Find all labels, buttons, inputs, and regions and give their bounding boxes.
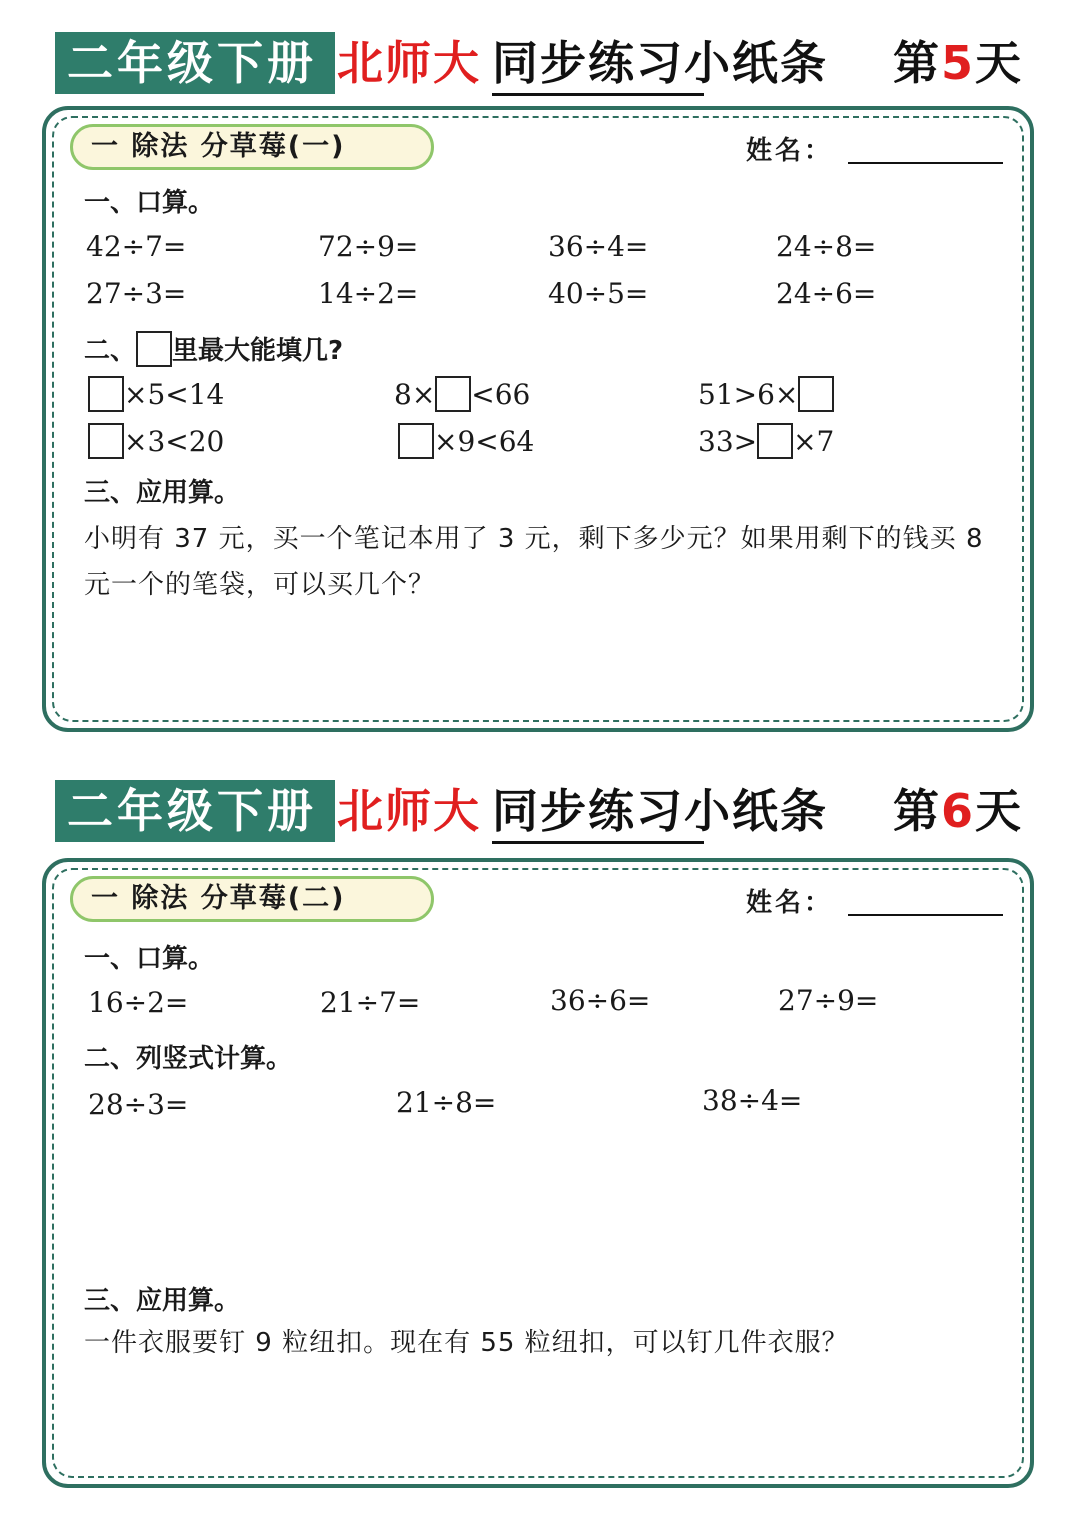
- oral-problem: 27÷3=: [86, 277, 187, 310]
- lesson-title: 一 除法 分草莓(一): [70, 124, 434, 170]
- vertical-problem: 38÷4=: [702, 1084, 803, 1117]
- oral-problem: 42÷7=: [86, 230, 187, 263]
- oral-problem: 36÷4=: [548, 230, 649, 263]
- vertical-problem: 28÷3=: [88, 1088, 189, 1121]
- day-suffix: 天: [975, 784, 1024, 838]
- name-input-line[interactable]: [848, 162, 1003, 164]
- oral-problem: 40÷5=: [548, 277, 649, 310]
- subtitle-underline: [492, 841, 704, 844]
- inequality: ×9<64: [398, 423, 534, 459]
- day-prefix: 第: [893, 784, 941, 838]
- oral-problem: 16÷2=: [88, 986, 189, 1019]
- answer-box[interactable]: [798, 376, 834, 412]
- answer-box[interactable]: [757, 423, 793, 459]
- oral-problem: 27÷9=: [778, 984, 879, 1017]
- publisher-label: 北师大: [337, 784, 481, 838]
- grade-badge: 二年级下册: [55, 32, 335, 94]
- day-number: 6: [941, 784, 976, 838]
- grade-badge: 二年级下册: [55, 780, 335, 842]
- inequality: ×3<20: [88, 423, 224, 459]
- section2-title: [84, 330, 343, 367]
- inequality: ×5<14: [88, 376, 224, 412]
- day-suffix: 天: [975, 36, 1024, 90]
- oral-problem: 21÷7=: [320, 986, 421, 1019]
- answer-box[interactable]: [88, 423, 124, 459]
- subtitle-underline: [492, 93, 704, 96]
- sheet2-card: [42, 858, 1034, 1488]
- section2-suffix: 里最大能填几?: [172, 336, 344, 366]
- publisher-label: 北师大: [337, 36, 481, 90]
- day-number: 5: [941, 36, 976, 90]
- name-label: 姓名：: [746, 136, 834, 166]
- sheet-subtitle: 同步练习小纸条: [492, 36, 828, 90]
- sheet2-header: [55, 778, 1035, 846]
- name-input-line[interactable]: [848, 914, 1003, 916]
- inequality: 33> ×7: [698, 424, 835, 458]
- day-prefix: 第: [893, 36, 941, 90]
- answer-box[interactable]: [136, 331, 172, 367]
- section1-title: 一、口算。: [84, 188, 215, 218]
- inequality: 8× <66: [394, 377, 531, 411]
- sheet1-header: [55, 30, 1035, 98]
- lesson-title: 一 除法 分草莓(二): [70, 876, 434, 922]
- section3-title: 三、应用算。: [84, 1286, 241, 1316]
- answer-box[interactable]: [435, 376, 471, 412]
- name-label: 姓名：: [746, 888, 834, 918]
- oral-problem: 72÷9=: [318, 230, 419, 263]
- oral-problem: 24÷8=: [776, 230, 877, 263]
- word-problem: 小明有 37 元，买一个笔记本用了 3 元，剩下多少元？如果用剩下的钱买 8 元一个的笔袋，可以买几个？: [84, 524, 984, 600]
- sheet1-card: [42, 106, 1034, 732]
- word-problem: 一件衣服要钉 9 粒纽扣。现在有 55 粒纽扣，可以钉几件衣服？: [84, 1328, 849, 1358]
- day-label: [893, 782, 1023, 840]
- section2-title: 二、列竖式计算。: [84, 1044, 293, 1074]
- day-label: [893, 34, 1023, 92]
- sheet-subtitle: 同步练习小纸条: [492, 784, 828, 838]
- oral-problem: 36÷6=: [550, 984, 651, 1017]
- answer-box[interactable]: [398, 423, 434, 459]
- section3-title: 三、应用算。: [84, 478, 241, 508]
- inequality: 51>6×: [698, 376, 834, 412]
- answer-box[interactable]: [88, 376, 124, 412]
- oral-problem: 24÷6=: [776, 277, 877, 310]
- oral-problem: 14÷2=: [318, 277, 419, 310]
- section1-title: 一、口算。: [84, 944, 215, 974]
- vertical-problem: 21÷8=: [396, 1086, 497, 1119]
- section2-prefix: 二、: [84, 336, 137, 366]
